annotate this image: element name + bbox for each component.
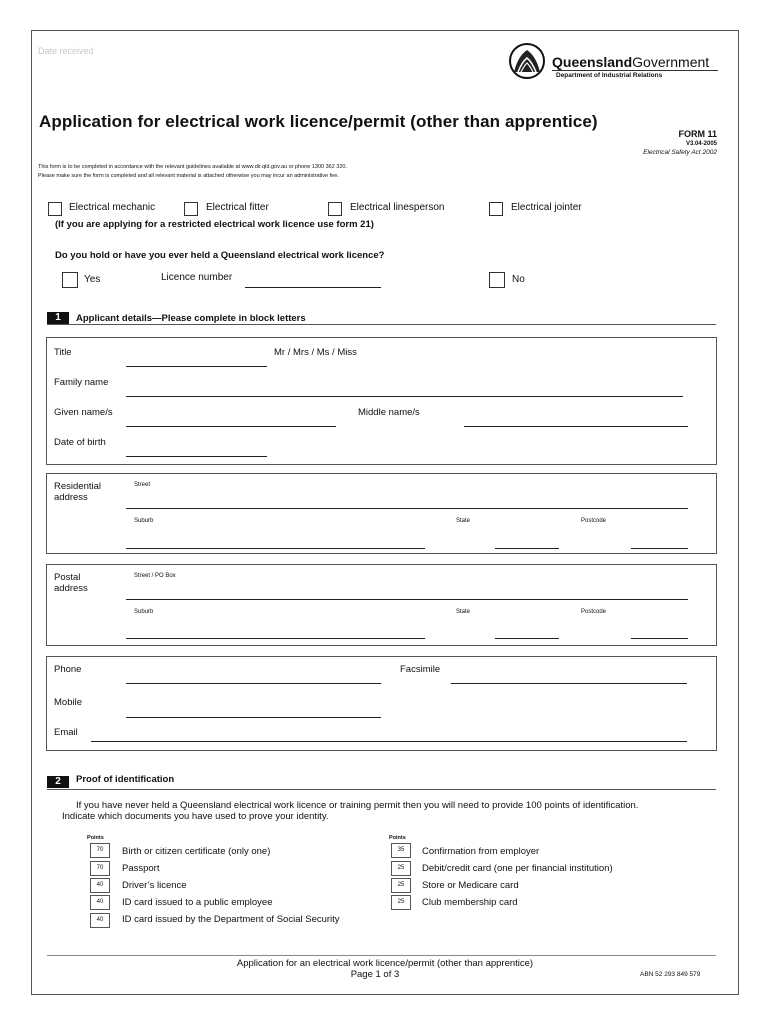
section-2-intro-line1: If you have never held a Queensland electrical work licence or training permit then you will need to provide 100 points of identification. (76, 800, 639, 811)
points-header-right: Points (389, 835, 406, 841)
logo-wordmark (552, 54, 709, 70)
label-electrical-mechanic: Electrical mechanic (69, 202, 156, 213)
title-options: Mr / Mrs / Ms / Miss (274, 347, 357, 358)
checkbox-electrical-linesperson[interactable] (328, 202, 342, 216)
label-postal-street: Street / PO Box (134, 573, 176, 579)
label-postal-postcode: Postcode (581, 609, 607, 615)
section-2-heading: Proof of identification (76, 774, 175, 785)
label-residential-street: Street (134, 482, 151, 488)
postal-postcode-field[interactable] (631, 638, 688, 639)
doc-employer-confirmation: Confirmation from employer (422, 846, 540, 857)
points-drivers-licence[interactable]: 40 (90, 878, 110, 893)
label-postal-1: Postal (54, 572, 81, 583)
form-title: Application for electrical work licence/permit (other than apprentice) (39, 112, 598, 131)
email-field[interactable] (91, 741, 687, 742)
footer-rule (47, 955, 716, 956)
queensland-crest-logo (508, 42, 546, 80)
doc-debit-credit-card: Debit/credit card (one per financial institution) (422, 863, 613, 874)
checkbox-electrical-mechanic[interactable] (48, 202, 62, 216)
mobile-field[interactable] (126, 717, 381, 718)
label-date-of-birth: Date of birth (54, 437, 106, 448)
date-received-label: Date received (38, 46, 94, 56)
points-debit-credit-card[interactable]: 25 (391, 861, 411, 876)
form-version: V3.04-2005 (685, 141, 717, 147)
label-postal-2: address (54, 583, 88, 594)
label-phone: Phone (54, 664, 82, 675)
points-birth-certificate[interactable]: 70 (90, 843, 110, 858)
logo-brand: Queensland (552, 54, 633, 70)
section-2-rule (47, 789, 716, 790)
label-no: No (512, 274, 525, 285)
doc-birth-certificate: Birth or citizen certificate (only one) (122, 846, 271, 857)
postal-state-field[interactable] (495, 638, 559, 639)
label-licence-number: Licence number (161, 272, 233, 283)
points-passport[interactable]: 70 (90, 861, 110, 876)
label-residential-2: address (54, 492, 88, 503)
footer-title: Application for an electrical work licence/permit (other than apprentice) (236, 958, 534, 969)
section-1-rule (47, 324, 716, 325)
section-1-heading: Applicant details—Please complete in block letters (76, 313, 306, 324)
footer-abn: ABN 52 293 849 579 (640, 971, 701, 978)
licence-number-field[interactable] (245, 287, 381, 288)
doc-store-medicare-card: Store or Medicare card (422, 880, 519, 891)
logo-underline (552, 70, 718, 71)
footer-page-number: Page 1 of 3 (350, 969, 400, 980)
label-residential-suburb: Suburb (134, 518, 154, 524)
restricted-licence-note: (If you are applying for a restricted electrical work licence use form 21) (55, 219, 374, 230)
label-residential-state: State (456, 518, 471, 524)
label-electrical-linesperson: Electrical linesperson (350, 202, 445, 213)
section-2-intro-line2: Indicate which documents you have used to prove your identity. (62, 811, 329, 822)
points-employer-confirmation[interactable]: 35 (391, 843, 411, 858)
label-title: Title (54, 347, 72, 358)
label-electrical-jointer: Electrical jointer (511, 202, 582, 213)
doc-public-employee-id: ID card issued to a public employee (122, 897, 273, 908)
residential-street-field[interactable] (126, 508, 688, 509)
section-1-number: 1 (47, 312, 69, 324)
label-middle-names: Middle name/s (358, 407, 420, 418)
given-names-field[interactable] (126, 426, 336, 427)
residential-suburb-field[interactable] (126, 548, 425, 549)
points-public-employee-id[interactable]: 40 (90, 895, 110, 910)
label-residential-1: Residential (54, 481, 101, 492)
label-residential-postcode: Postcode (581, 518, 607, 524)
doc-social-security-id: ID card issued by the Department of Social Security (122, 914, 340, 925)
intro-text-line1: This form is to be completed in accordance with the relevant guidelines available at www.dir.qld.gov.au or phone 1300 362 320. (38, 164, 348, 170)
date-of-birth-field[interactable] (126, 456, 267, 457)
phone-field[interactable] (126, 683, 381, 684)
facsimile-field[interactable] (451, 683, 687, 684)
licence-held-question: Do you hold or have you ever held a Queensland electrical work licence? (55, 250, 385, 261)
intro-text-line2: Please make sure the form is completed and all relevant material is attached otherwise you may incur an administrative fee. (38, 173, 339, 179)
label-yes: Yes (84, 274, 101, 285)
contact-details-box (46, 656, 717, 751)
points-club-membership-card[interactable]: 25 (391, 895, 411, 910)
label-electrical-fitter: Electrical fitter (206, 202, 269, 213)
logo-department: Department of Industrial Relations (556, 72, 663, 79)
label-mobile: Mobile (54, 697, 82, 708)
postal-street-field[interactable] (126, 599, 688, 600)
points-header-left: Points (87, 835, 104, 841)
governing-act: Electrical Safety Act 2002 (643, 149, 717, 156)
points-store-medicare-card[interactable]: 25 (391, 878, 411, 893)
middle-names-field[interactable] (464, 426, 688, 427)
checkbox-electrical-fitter[interactable] (184, 202, 198, 216)
residential-postcode-field[interactable] (631, 548, 688, 549)
checkbox-no[interactable] (489, 272, 505, 288)
section-2-number: 2 (47, 776, 69, 788)
logo-brand-government: Government (632, 54, 710, 70)
postal-suburb-field[interactable] (126, 638, 425, 639)
label-given-names: Given name/s (54, 407, 113, 418)
label-postal-state: State (456, 609, 471, 615)
label-email: Email (54, 727, 78, 738)
doc-passport: Passport (122, 863, 160, 874)
residential-state-field[interactable] (495, 548, 559, 549)
family-name-field[interactable] (126, 396, 683, 397)
points-social-security-id[interactable]: 40 (90, 913, 110, 928)
checkbox-electrical-jointer[interactable] (489, 202, 503, 216)
label-postal-suburb: Suburb (134, 609, 154, 615)
doc-drivers-licence: Driver’s licence (122, 880, 187, 891)
label-family-name: Family name (54, 377, 109, 388)
label-facsimile: Facsimile (400, 664, 441, 675)
checkbox-yes[interactable] (62, 272, 78, 288)
form-number: FORM 11 (678, 129, 717, 139)
applicant-name-box (46, 337, 717, 465)
title-field[interactable] (126, 366, 267, 367)
doc-club-membership-card: Club membership card (422, 897, 518, 908)
